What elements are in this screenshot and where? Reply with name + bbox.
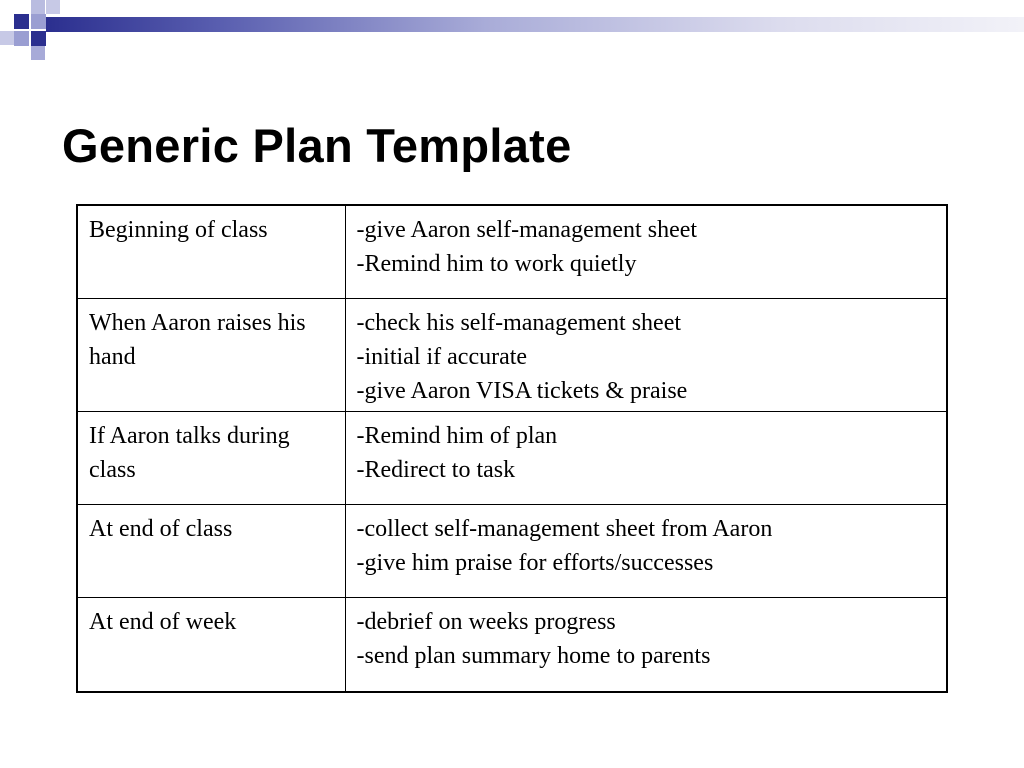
action-line: -Remind him to work quietly	[356, 251, 637, 277]
when-cell: At end of class	[77, 505, 345, 598]
action-line: -give him praise for efforts/successes	[356, 550, 714, 576]
action-line: -Remind him of plan	[356, 423, 558, 449]
actions-cell	[345, 205, 947, 299]
actions-cell	[345, 299, 947, 412]
slide-title: Generic Plan Template	[62, 119, 572, 172]
when-cell: If Aaron talks during class	[77, 412, 345, 505]
table-row	[77, 505, 947, 598]
table-row	[77, 598, 947, 693]
decorative-square	[31, 14, 46, 29]
action-line: -Redirect to task	[356, 457, 516, 483]
action-line: -send plan summary home to parents	[356, 643, 711, 669]
actions-cell	[345, 412, 947, 505]
decorative-square	[0, 31, 14, 45]
action-line: -debrief on weeks progress	[356, 609, 616, 635]
action-line: -check his self-management sheet	[356, 310, 682, 336]
action-line: -initial if accurate	[356, 344, 528, 370]
when-cell: At end of week	[77, 598, 345, 693]
action-line: -give Aaron self-management sheet	[356, 217, 698, 243]
decorative-square	[31, 0, 45, 14]
decorative-square	[31, 46, 45, 60]
decorative-square	[14, 14, 29, 29]
table-row	[77, 412, 947, 505]
action-line: -give Aaron VISA tickets & praise	[356, 378, 688, 404]
decorative-square	[14, 31, 29, 46]
table-row	[77, 299, 947, 412]
gradient-header-bar	[46, 17, 1024, 32]
when-cell: When Aaron raises his hand	[77, 299, 345, 412]
actions-cell	[345, 505, 947, 598]
table-row	[77, 205, 947, 299]
decorative-square	[31, 31, 46, 46]
action-line: -collect self-management sheet from Aaron	[356, 516, 773, 542]
when-cell: Beginning of class	[77, 205, 345, 299]
actions-cell	[345, 598, 947, 693]
decorative-square	[46, 0, 60, 14]
plan-table	[76, 204, 948, 693]
